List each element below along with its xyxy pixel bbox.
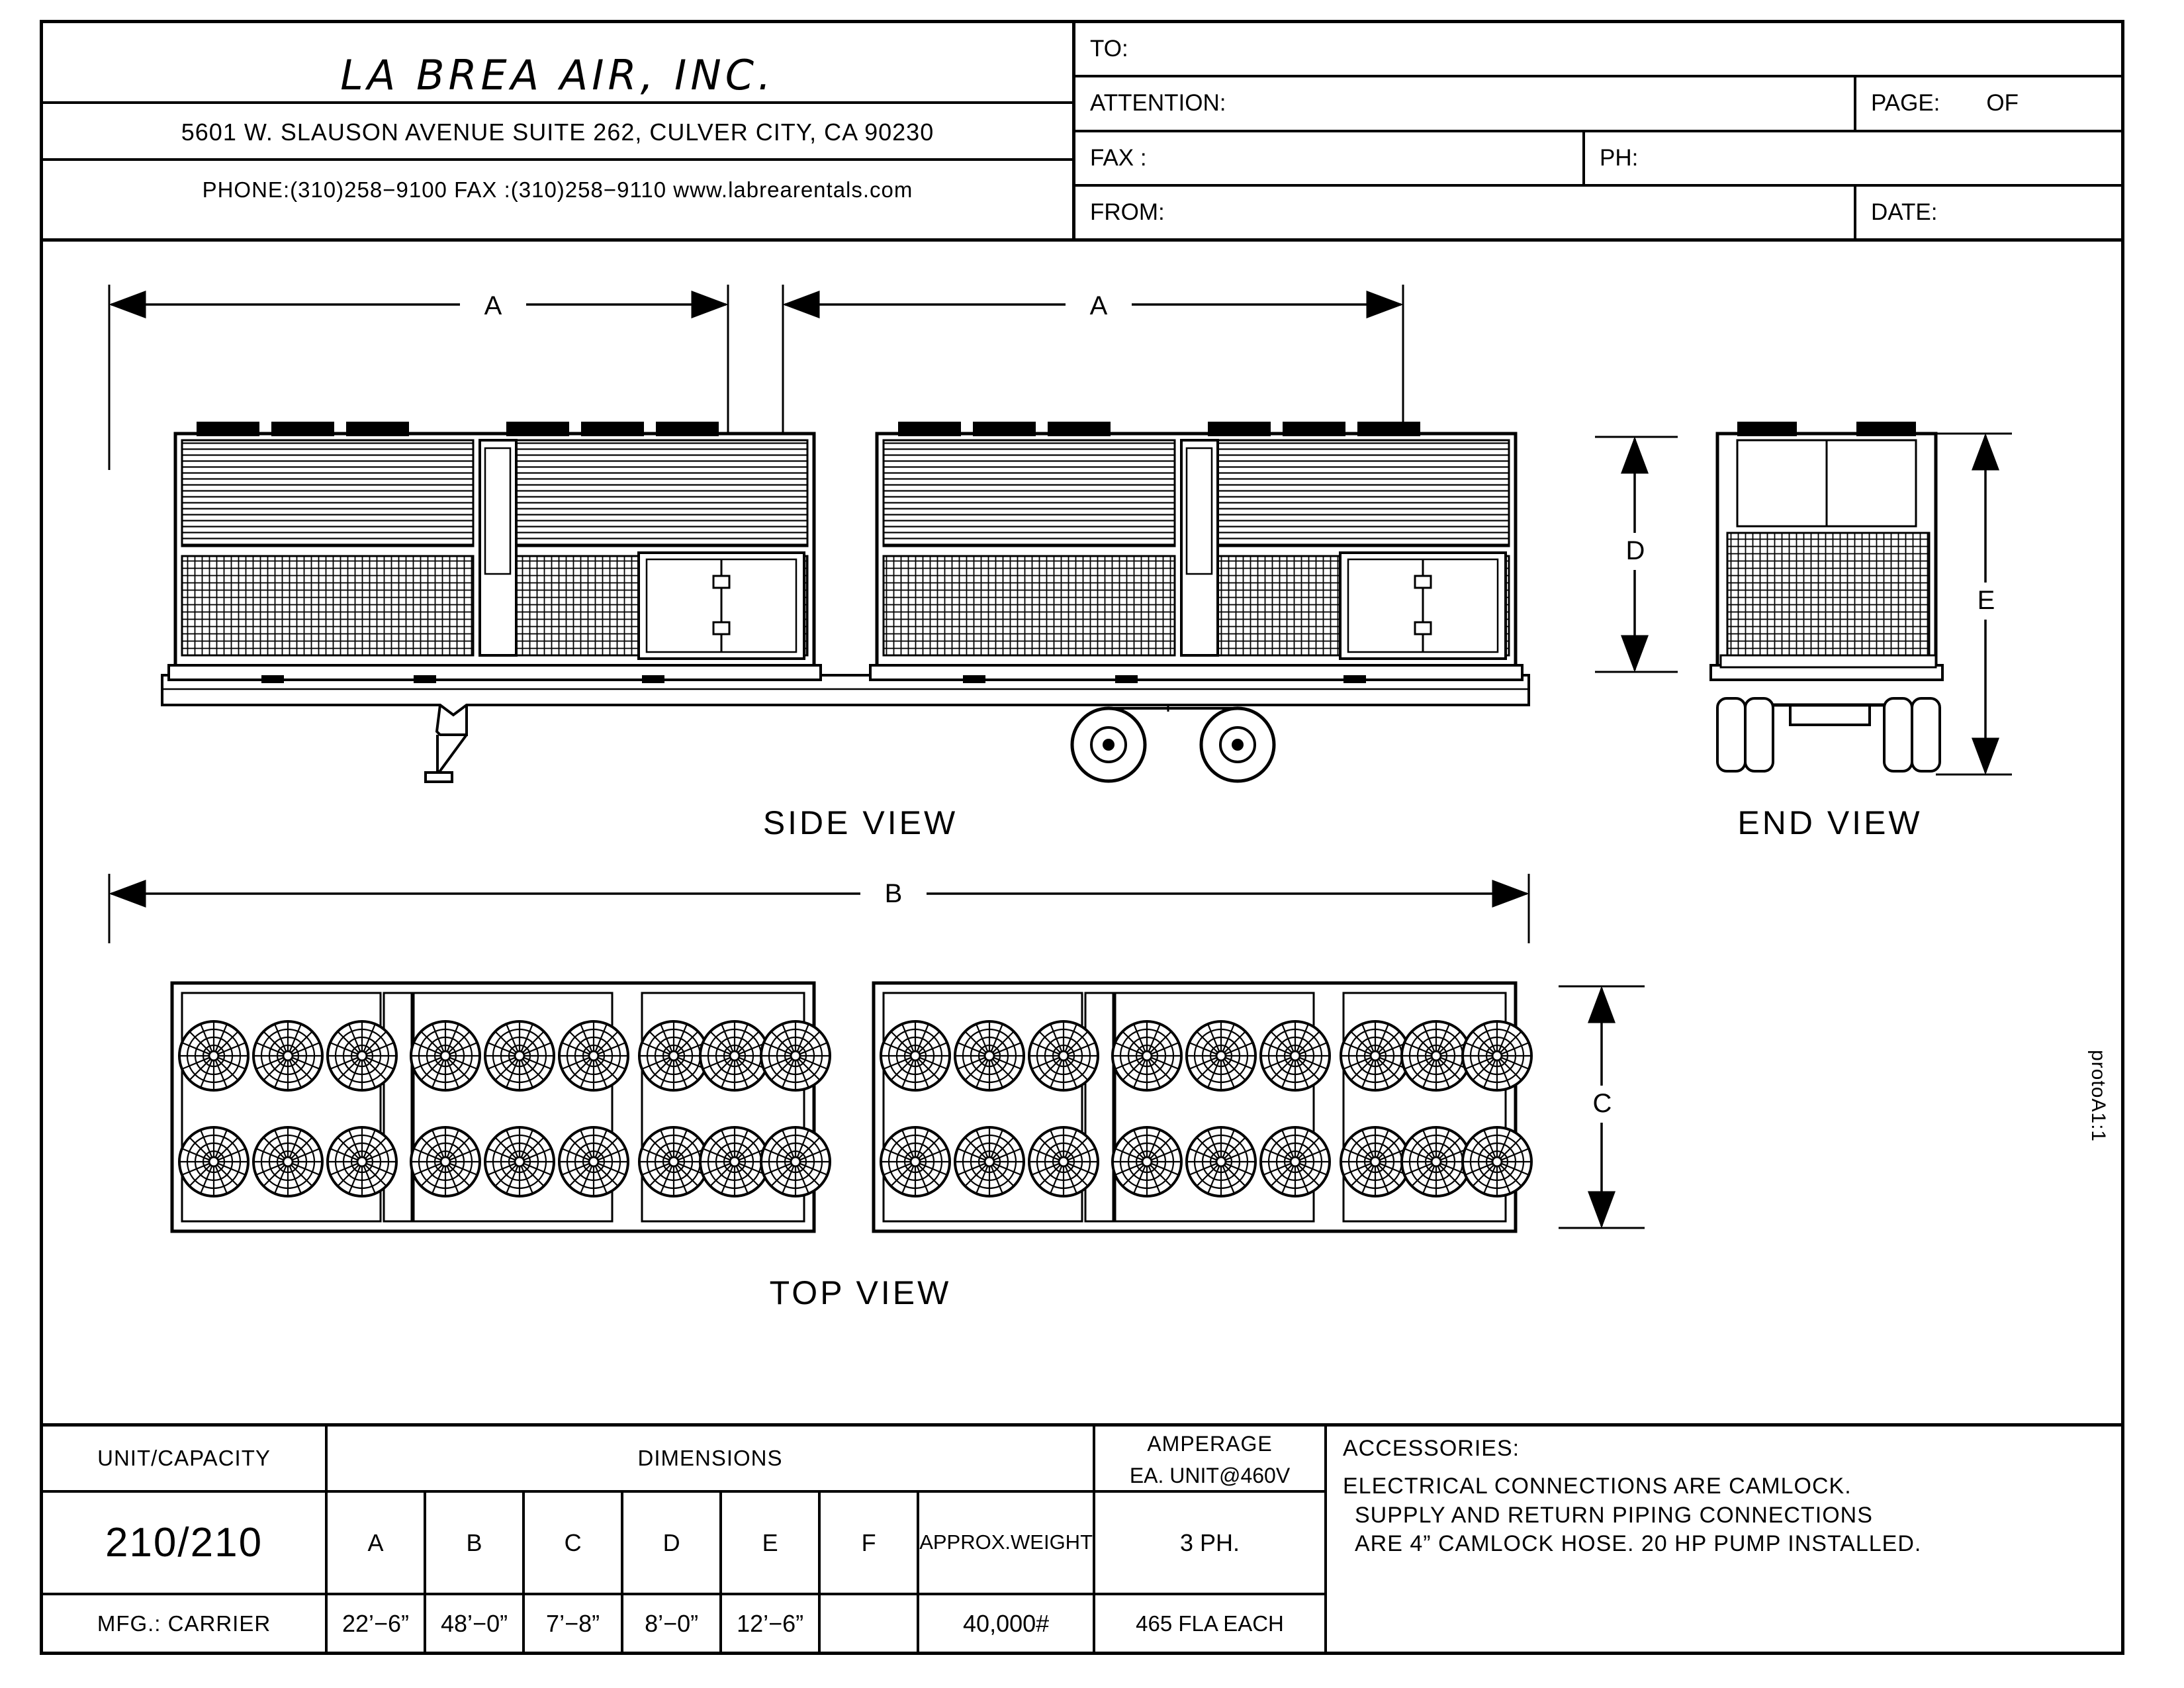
dimension-e bbox=[1936, 434, 2012, 774]
fan-icon bbox=[485, 1021, 554, 1090]
chiller-unit-left-side-view bbox=[169, 422, 821, 683]
fan-icon bbox=[1113, 1127, 1181, 1196]
fan-icon bbox=[485, 1127, 554, 1196]
dim-label-a: A bbox=[328, 1493, 424, 1595]
fan-icon bbox=[1261, 1127, 1330, 1196]
spec-table bbox=[43, 1423, 2121, 1652]
chiller-top-view bbox=[172, 983, 1531, 1231]
dim-col-f bbox=[821, 1493, 919, 1652]
fan-icon bbox=[1187, 1021, 1255, 1090]
drawing-sheet bbox=[40, 20, 2124, 1655]
fan-icon bbox=[761, 1021, 830, 1090]
svg-text:A: A bbox=[484, 291, 502, 320]
fan-icon bbox=[328, 1127, 396, 1196]
fan-icon bbox=[559, 1021, 628, 1090]
dim-value-b: 48’−0” bbox=[441, 1609, 508, 1637]
end-view-label: END VIEW bbox=[1737, 804, 1923, 841]
dim-col-a bbox=[328, 1493, 426, 1652]
approx-label: APPROX. bbox=[919, 1530, 1011, 1554]
dim-label-d: D bbox=[623, 1493, 719, 1595]
dimension-c bbox=[1559, 986, 1645, 1228]
trailer-wheels bbox=[1072, 708, 1274, 781]
dimensions-column bbox=[328, 1427, 1095, 1652]
fan-icon bbox=[1341, 1127, 1410, 1196]
dim-label-f: F bbox=[821, 1493, 917, 1595]
fan-icon bbox=[639, 1127, 708, 1196]
fan-icon bbox=[411, 1127, 480, 1196]
unit-capacity-column bbox=[43, 1427, 328, 1652]
accessories-line-1: ELECTRICAL CONNECTIONS ARE CAMLOCK. bbox=[1343, 1474, 1852, 1499]
to-field[interactable]: TO: bbox=[1090, 36, 1128, 62]
fan-icon bbox=[1463, 1021, 1531, 1090]
dim-col-d bbox=[623, 1493, 722, 1652]
dim-label-e: E bbox=[722, 1493, 818, 1595]
fan-icon bbox=[179, 1021, 248, 1090]
chiller-unit-right-side-view bbox=[870, 422, 1522, 683]
chiller-unit-end-view bbox=[1595, 422, 2012, 774]
accessories-column bbox=[1327, 1427, 2121, 1652]
fan-icon bbox=[761, 1127, 830, 1196]
dim-label-b: B bbox=[426, 1493, 522, 1595]
page-label: PAGE: bbox=[1871, 90, 1940, 117]
svg-text:D: D bbox=[1625, 536, 1645, 565]
dimensions-grid bbox=[328, 1493, 1093, 1652]
fan-icon bbox=[1463, 1127, 1531, 1196]
of-label: OF bbox=[1986, 90, 2019, 117]
drawing-area bbox=[43, 242, 2121, 1427]
from-field[interactable]: FROM: bbox=[1075, 187, 1856, 238]
fan-icon bbox=[328, 1021, 396, 1090]
page-field[interactable] bbox=[1856, 77, 2121, 129]
amperage-value: 465 FLA EACH bbox=[1136, 1611, 1284, 1636]
fan-icon bbox=[1113, 1021, 1181, 1090]
ph-field[interactable]: PH: bbox=[1600, 144, 1639, 171]
fan-icon bbox=[700, 1127, 769, 1196]
sheet-reference: protoA1:1 bbox=[2087, 1049, 2109, 1142]
svg-text:A: A bbox=[1089, 291, 1108, 320]
approx-weight-header bbox=[919, 1493, 1093, 1595]
amperage-header: AMPERAGE bbox=[1147, 1431, 1273, 1456]
dim-value-a: 22’−6” bbox=[341, 1609, 410, 1637]
dim-col-e bbox=[722, 1493, 821, 1652]
fax-ph-row bbox=[1075, 132, 2121, 187]
fan-icon bbox=[559, 1127, 628, 1196]
fan-icon bbox=[881, 1127, 950, 1196]
amperage-phase: 3 PH. bbox=[1095, 1493, 1324, 1595]
fan-icon bbox=[1341, 1021, 1410, 1090]
fan-icon bbox=[179, 1127, 248, 1196]
fan-icon bbox=[700, 1021, 769, 1090]
fan-icon bbox=[1029, 1127, 1098, 1196]
dim-label-c: C bbox=[525, 1493, 621, 1595]
dim-value-e: 12’−6” bbox=[737, 1609, 804, 1637]
fan-icon bbox=[253, 1127, 322, 1196]
weight-label: WEIGHT bbox=[1011, 1530, 1093, 1554]
amperage-column bbox=[1095, 1427, 1327, 1652]
fan-icon bbox=[411, 1021, 480, 1090]
accessories-header: ACCESSORIES: bbox=[1343, 1436, 1520, 1461]
dim-col-c bbox=[525, 1493, 623, 1652]
dim-col-b bbox=[426, 1493, 525, 1652]
attention-row bbox=[1075, 77, 2121, 132]
fan-icon bbox=[1029, 1021, 1098, 1090]
fan-icon bbox=[955, 1127, 1024, 1196]
dim-value-c: 7’−8” bbox=[546, 1609, 600, 1637]
fan-icon bbox=[1187, 1127, 1255, 1196]
recipient-block bbox=[1075, 23, 2121, 242]
dim-value-f bbox=[821, 1595, 917, 1652]
fan-icon bbox=[1261, 1021, 1330, 1090]
dimensions-header: DIMENSIONS bbox=[328, 1427, 1093, 1493]
manufacturer-value: MFG.: CARRIER bbox=[97, 1611, 271, 1636]
to-row bbox=[1075, 23, 2121, 77]
company-block bbox=[43, 23, 1075, 242]
fan-icon bbox=[1402, 1021, 1471, 1090]
svg-text:C: C bbox=[1592, 1089, 1612, 1118]
approx-weight-value: 40,000# bbox=[963, 1609, 1050, 1637]
svg-text:E: E bbox=[1977, 586, 1995, 615]
unit-capacity-value: 210/210 bbox=[43, 1493, 325, 1595]
dimension-b bbox=[109, 874, 1529, 943]
side-view-label: SIDE VIEW bbox=[762, 804, 958, 841]
fan-icon bbox=[881, 1021, 950, 1090]
equipment-drawing bbox=[43, 242, 2121, 1427]
fan-icon bbox=[1402, 1127, 1471, 1196]
amperage-subheader: EA. UNIT@460V bbox=[1095, 1461, 1324, 1493]
accessories-line-3: ARE 4” CAMLOCK HOSE. 20 HP PUMP INSTALLED. bbox=[1355, 1531, 1922, 1557]
fan-icon bbox=[253, 1021, 322, 1090]
trailer-deck bbox=[162, 675, 1529, 782]
company-name: LA BREA AIR, INC. bbox=[340, 51, 775, 99]
company-contact: PHONE:(310)258−9100 FAX :(310)258−9110 www.labrearentals.com bbox=[43, 158, 1072, 216]
dim-value-d: 8’−0” bbox=[645, 1609, 699, 1637]
svg-text:B: B bbox=[884, 879, 903, 908]
fax-field[interactable]: FAX : bbox=[1075, 132, 1585, 184]
attention-field[interactable]: ATTENTION: bbox=[1075, 77, 1856, 129]
dimension-d bbox=[1595, 437, 1678, 672]
from-date-row bbox=[1075, 187, 2121, 238]
fan-icon bbox=[955, 1021, 1024, 1090]
accessories-line-2: SUPPLY AND RETURN PIPING CONNECTIONS bbox=[1355, 1502, 1873, 1528]
date-field[interactable]: DATE: bbox=[1871, 199, 1938, 225]
fan-icon bbox=[639, 1021, 708, 1090]
dim-col-weight bbox=[919, 1493, 1093, 1652]
top-view-label: TOP VIEW bbox=[769, 1274, 952, 1311]
company-address: 5601 W. SLAUSON AVENUE SUITE 262, CULVER CITY, CA 90230 bbox=[43, 101, 1072, 158]
title-block bbox=[43, 23, 2121, 242]
unit-capacity-header: UNIT/CAPACITY bbox=[43, 1427, 325, 1493]
